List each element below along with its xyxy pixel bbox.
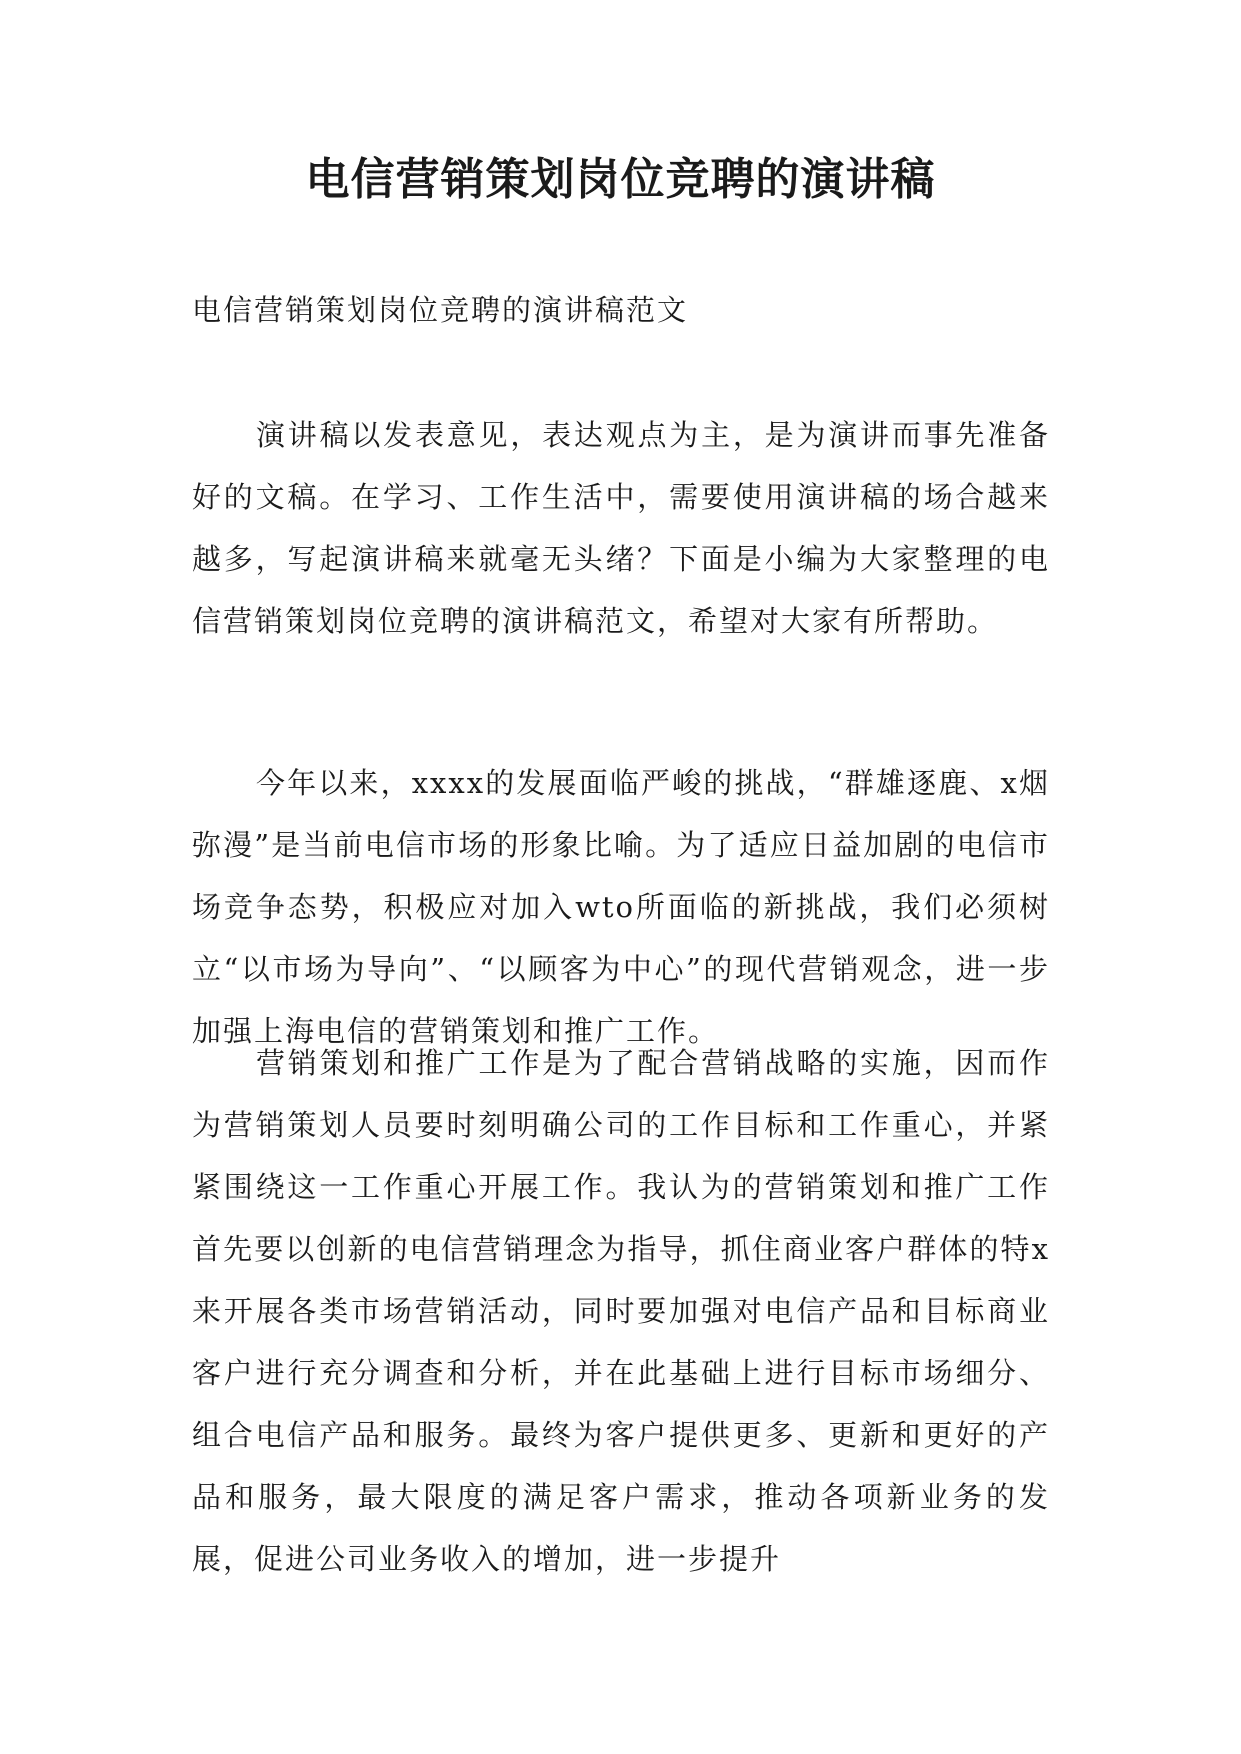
document-title: 电信营销策划岗位竞聘的演讲稿 [305,154,936,205]
document-subtitle: 电信营销策划岗位竞聘的演讲稿范文 [192,293,689,327]
body-paragraph-intro: 演讲稿以发表意见，表达观点为主，是为演讲而事先准备好的文稿。在学习、工作生活中，需要使用演讲稿的场合越来越多，写起演讲稿来就毫无头绪？下面是小编为大家整理的电信营销策划岗位竞聘的演讲稿范文，希望对大家有所帮助。 [192,418,1050,638]
body-paragraph-marketing-work: 营销策划和推广工作是为了配合营销战略的实施，因而作为营销策划人员要时刻明确公司的工作目标和工作重心，并紧紧围绕这一工作重心开展工作。我认为的营销策划和推广工作首先要以创新的电信营销理念为指导，抓住商业客户群体的特x来开展各类市场营销活动，同时要加强对电信产品和目标商业客户进行充分调查和分析，并在此基础上进行目标市场细分、组合电信产品和服务。最终为客户提供更多、更新和更好的产品和服务，最大限度的满足客户需求，推动各项新业务的发展，促进公司业务收入的增加，进一步提升 [192,1046,1050,1576]
body-paragraph-market-challenge: 今年以来，xxxx的发展面临严峻的挑战，“群雄逐鹿、x烟弥漫”是当前电信市场的形象比喻。为了适应日益加剧的电信市场竞争态势，积极应对加入wto所面临的新挑战，我们必须树立“以市场为导向”、“以顾客为中心”的现代营销观念，进一步加强上海电信的营销策划和推广工作。 [192,766,1050,1048]
